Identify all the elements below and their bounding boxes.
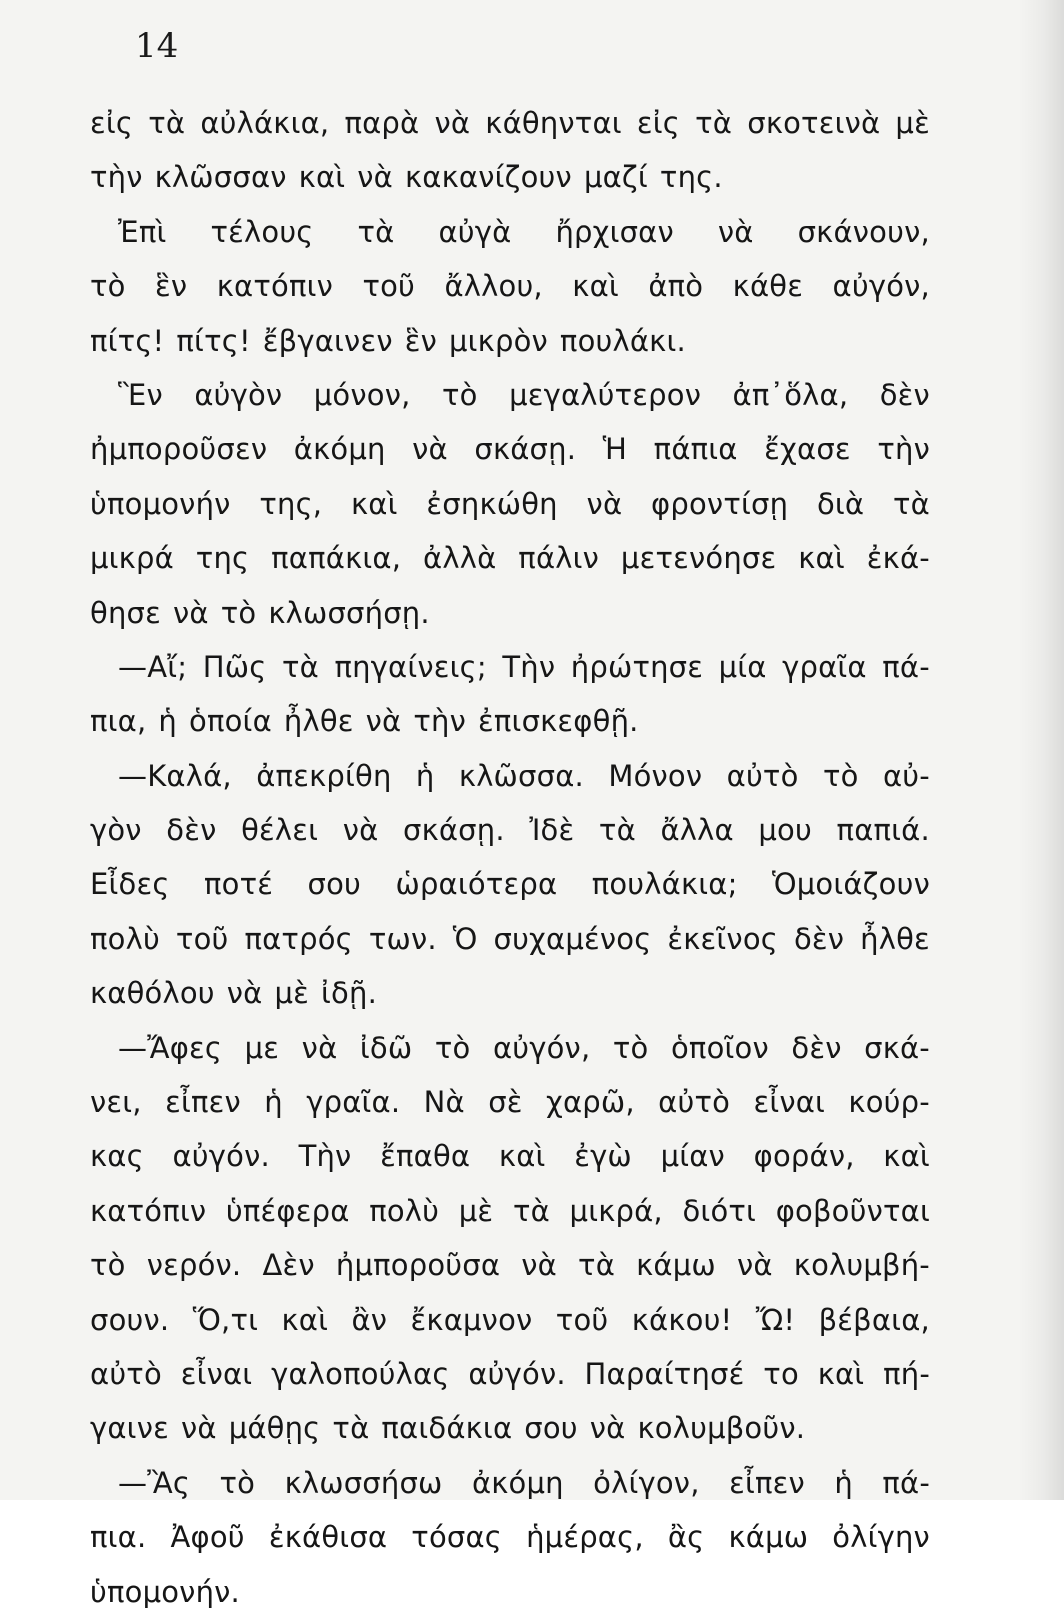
word: τὰ [893, 486, 930, 521]
word: ποτέ [203, 867, 274, 902]
word: ὑπέφερα [225, 1193, 350, 1228]
word: εἶπεν [165, 1085, 241, 1120]
word: Παραίτησέ [584, 1356, 745, 1391]
word: τὸ [612, 1030, 649, 1065]
body-text [90, 96, 930, 1619]
word: ἡμέρας, [526, 1520, 644, 1555]
word: πολὺ [90, 921, 160, 956]
word: Ὤ! [755, 1302, 796, 1337]
page-number: 14 [135, 26, 179, 66]
word: ὀλίγην [832, 1520, 930, 1555]
word: γραῖα [782, 649, 867, 684]
word: νὰ [342, 813, 379, 848]
text-line [90, 1510, 930, 1564]
text-line [90, 368, 930, 422]
text-line [90, 205, 930, 259]
word: νὰ [357, 160, 393, 195]
word: τὰ [512, 1193, 550, 1228]
word: μὲ [895, 106, 930, 140]
word: παρὰ [344, 106, 420, 140]
word: κάκου! [631, 1302, 733, 1337]
word: σὲ [488, 1085, 523, 1120]
word: ὁποῖον [670, 1030, 769, 1065]
word: μου [758, 813, 812, 848]
word: ἠρώτησε [570, 649, 704, 684]
word: σου [307, 867, 362, 902]
word: σου [524, 1411, 578, 1446]
word: ἀκόμη [293, 432, 386, 467]
word: ἐπισκεφθῇ. [478, 704, 639, 739]
word: ἔπαθα [380, 1139, 471, 1174]
word: ἀλλὰ [423, 541, 497, 576]
word: των. [368, 921, 437, 956]
word: αὐ- [882, 758, 930, 793]
text-line [90, 1347, 930, 1401]
word: εἰς [636, 106, 681, 140]
text-line [90, 912, 930, 966]
word: ἡ [264, 1085, 283, 1120]
word: καὶ [883, 1139, 930, 1174]
word: σκοτεινὰ [747, 106, 881, 140]
word: κάθε [732, 269, 804, 304]
word: —Ἄφες [118, 1030, 223, 1065]
word: κλωσσήσῃ. [268, 595, 430, 630]
word: ἓν [404, 323, 438, 358]
word: ἔχασε [764, 432, 851, 467]
word: κολυμβή- [793, 1248, 930, 1283]
word: χαρῶ, [546, 1085, 635, 1120]
word: μίαν [660, 1139, 725, 1174]
word: μικρὸν [449, 323, 548, 358]
word: τὸ [442, 377, 478, 412]
word: νὰ [589, 1411, 626, 1446]
word: κατόπιν [216, 269, 334, 304]
word: Ἡ [602, 432, 628, 467]
word: ἀπεκρίθη [256, 758, 392, 793]
word: πάλιν [518, 541, 600, 576]
word: νὰ [717, 214, 754, 249]
text-line [90, 259, 930, 313]
word: τοῦ [175, 921, 229, 956]
text-line [90, 857, 930, 911]
word: ἔβγαινεν [262, 323, 393, 358]
word: —Ἂς [118, 1465, 191, 1500]
word: Ὅ,τι [192, 1302, 259, 1337]
word: —Καλά, [118, 758, 232, 793]
word: ἡ [415, 758, 435, 793]
word: μικρά [90, 541, 174, 576]
word: ἄλλου, [444, 269, 543, 304]
word: ἰδῇ. [321, 976, 377, 1011]
word: καὶ [798, 541, 845, 576]
word: θησε [90, 595, 161, 630]
word: εἶπεν [729, 1465, 805, 1500]
word: μικρά, [569, 1193, 663, 1228]
word: κλῶσσαν [154, 160, 287, 195]
word: Πῶς [202, 649, 267, 684]
word: τόσας [411, 1520, 503, 1555]
word: ἤρχισαν [555, 214, 674, 249]
word: γραῖα. [306, 1085, 401, 1120]
word: νερόν. [146, 1248, 242, 1283]
word: σκάνουν, [797, 214, 930, 249]
word: τὸ [90, 1248, 126, 1283]
word: γαλοπούλας [271, 1356, 450, 1391]
text-line [90, 749, 930, 803]
word: νὰ [736, 1248, 773, 1283]
word: το [763, 1356, 799, 1391]
word: διότι [682, 1193, 757, 1228]
word: μὲ [274, 976, 310, 1011]
word: παπιά. [836, 813, 930, 848]
word: νὰ [586, 486, 623, 521]
word: σκάσῃ. [402, 813, 505, 848]
word: Ἐπὶ [118, 214, 167, 249]
word: Ὁμοιάζουν [771, 867, 930, 902]
text-line [90, 640, 930, 694]
word: ἠμποροῦσεν [90, 432, 268, 467]
word: Νὰ [423, 1085, 465, 1120]
word: πίτς! [90, 323, 165, 358]
text-line [90, 1021, 930, 1075]
text-line [90, 1238, 930, 1292]
text-line [90, 803, 930, 857]
word: ἦλθε [860, 921, 930, 956]
text-line [90, 1565, 930, 1619]
word: μόνον, [313, 377, 411, 412]
word: ἐκάθισα [268, 1520, 388, 1555]
word: τὰ [332, 1411, 370, 1446]
word: Ἀφοῦ [170, 1520, 245, 1555]
word: αὐτὸ [90, 1356, 162, 1391]
text-line [90, 1456, 930, 1510]
word: νὰ [521, 1248, 557, 1283]
word: παιδάκια [381, 1411, 513, 1446]
word: αὐγόν. [468, 1356, 566, 1391]
word: τὰ [598, 813, 636, 848]
word: πουλάκι. [559, 323, 686, 358]
word: νὰ [301, 1030, 338, 1065]
word: ἔκαμνον [410, 1302, 533, 1337]
text-line [90, 586, 930, 640]
word: πίτς! [176, 323, 251, 358]
word: κούρ- [848, 1085, 930, 1120]
word: διὰ [816, 486, 865, 521]
word: τὰ [281, 649, 319, 684]
word: νὰ [365, 704, 402, 739]
word: νει, [90, 1085, 142, 1120]
word: νὰ [172, 595, 209, 630]
text-line [90, 531, 930, 585]
word: Ὁ [452, 921, 478, 956]
text-line [90, 694, 930, 748]
word: καὶ [351, 486, 398, 521]
word: ὑπομονήν [90, 486, 231, 521]
word: σουν. [90, 1302, 170, 1337]
word: γὸν [90, 813, 142, 848]
word: αὐλάκια, [200, 106, 330, 140]
word: αὐτὸ [658, 1085, 731, 1120]
word: εἶναι [753, 1085, 826, 1120]
word: νὰ [434, 106, 471, 140]
word: κας [90, 1139, 144, 1174]
word: τοῦ [555, 1302, 609, 1337]
word: κολυμβοῦν. [637, 1411, 806, 1446]
word: εἶναι [180, 1356, 253, 1391]
word: τὴν [90, 160, 143, 195]
text-line [90, 150, 930, 204]
word: πηγαίνεις; [334, 649, 487, 684]
word: σκάσῃ. [474, 432, 577, 467]
word: Τὴν [298, 1139, 352, 1174]
word: τέλους [210, 214, 314, 249]
word: τὴν [877, 432, 930, 467]
word: παπάκια, [271, 541, 402, 576]
word: κατόπιν [90, 1193, 207, 1228]
word: αὐγόν. [172, 1139, 270, 1174]
word: της [195, 541, 250, 576]
word: ἄλλα [660, 813, 734, 848]
word: αὐτὸ [726, 758, 799, 793]
word: τὸ [90, 269, 126, 304]
word: κάθηνται [485, 106, 622, 140]
word: αὐγὰ [438, 214, 512, 249]
word: θέλει [241, 813, 319, 848]
word: ἀπ᾽ὅλα, [732, 377, 849, 412]
word: καὶ [298, 160, 346, 195]
word: πουλάκια; [591, 867, 738, 902]
word: δὲν [791, 1030, 842, 1065]
word: δὲν [879, 377, 930, 412]
word: ἂν [351, 1302, 388, 1337]
word: με [244, 1030, 280, 1065]
word: δὲν [166, 813, 217, 848]
word: φροντίσῃ [651, 486, 789, 521]
word: ἂς [667, 1520, 705, 1555]
word: νὰ [226, 976, 263, 1011]
word: ἡ [158, 704, 178, 739]
text-line [90, 96, 930, 150]
word: —Αἴ; [118, 649, 188, 684]
word: ἡ [834, 1465, 853, 1500]
text-line [90, 1401, 930, 1455]
word: πή- [883, 1356, 930, 1391]
word: μαζί [583, 160, 648, 195]
word: της. [659, 160, 723, 195]
word: ὁποία [189, 704, 272, 739]
word: κακανίζουν [405, 160, 572, 195]
text-line [90, 477, 930, 531]
word: εἰς [90, 106, 134, 140]
word: Μόνον [608, 758, 703, 793]
word: μία [718, 649, 767, 684]
word: μὲ [458, 1193, 494, 1228]
word: τὸ [822, 758, 859, 793]
word: πά- [882, 1465, 930, 1500]
word: Δὲν [262, 1248, 315, 1283]
word: ὑπομονήν. [90, 1574, 240, 1609]
word: ἐκεῖνος [667, 921, 778, 956]
word: μάθῃς [228, 1411, 321, 1446]
word: Τὴν [502, 649, 556, 684]
word: τὸ [434, 1030, 471, 1065]
word: καὶ [572, 269, 619, 304]
word: τὸ [220, 595, 257, 630]
text-line [90, 966, 930, 1020]
word: Ἓν [118, 377, 163, 412]
word: νὰ [180, 1411, 217, 1446]
word: κάμω [728, 1520, 809, 1555]
word: αὐγὸν [194, 377, 283, 412]
word: μετενόησε [620, 541, 777, 576]
word: καὶ [498, 1139, 546, 1174]
word: Εἶδες [90, 867, 170, 902]
word: βέβαια, [818, 1302, 930, 1337]
text-line [90, 1075, 930, 1129]
word: καθόλου [90, 976, 215, 1011]
word: τὰ [357, 214, 395, 249]
word: ἐκά- [866, 541, 930, 576]
word: πια. [90, 1520, 147, 1555]
word: πια, [90, 704, 147, 739]
word: ἐσηκώθη [426, 486, 558, 521]
word: ὡραιότερα [395, 867, 558, 902]
word: τὰ [578, 1248, 616, 1283]
word: ἠμποροῦσα [335, 1248, 501, 1283]
word: ἰδῶ [359, 1030, 413, 1065]
word: δὲν [793, 921, 845, 956]
word: ἐγὼ [574, 1139, 632, 1174]
word: τὰ [148, 106, 186, 140]
word: τὰ [695, 106, 733, 140]
word: Ἰδὲ [529, 813, 575, 848]
word: ἦλθε [283, 704, 354, 739]
word: πατρός [244, 921, 353, 956]
text-line [90, 314, 930, 368]
word: ἀκόμη [471, 1465, 564, 1500]
word: κλῶσσα. [458, 758, 584, 793]
word: νὰ [412, 432, 448, 467]
word: καὶ [281, 1302, 329, 1337]
word: πά- [882, 649, 930, 684]
word: σκά- [864, 1030, 930, 1065]
word: ἀπὸ [648, 269, 704, 304]
word: τοῦ [362, 269, 416, 304]
text-line [90, 1184, 930, 1238]
word: κάμω [636, 1248, 716, 1283]
word: συχαμένος [493, 921, 652, 956]
word: πάπια [653, 432, 738, 467]
word: κλωσσήσω [284, 1465, 443, 1500]
word: της, [259, 486, 323, 521]
word: τὸ [219, 1465, 256, 1500]
word: φοβοῦνται [775, 1193, 930, 1228]
text-line [90, 1129, 930, 1183]
text-line [90, 1293, 930, 1347]
word: αὐγόν, [832, 269, 930, 304]
word: ὀλίγον, [593, 1465, 700, 1500]
word: αὐγόν, [492, 1030, 591, 1065]
text-line [90, 422, 930, 476]
word: γαινε [90, 1411, 169, 1446]
word: πολὺ [369, 1193, 440, 1228]
word: μεγαλύτερον [509, 377, 702, 412]
word: φοράν, [753, 1139, 855, 1174]
word: ἓν [155, 269, 188, 304]
word: καὶ [817, 1356, 865, 1391]
word: τὴν [413, 704, 467, 739]
